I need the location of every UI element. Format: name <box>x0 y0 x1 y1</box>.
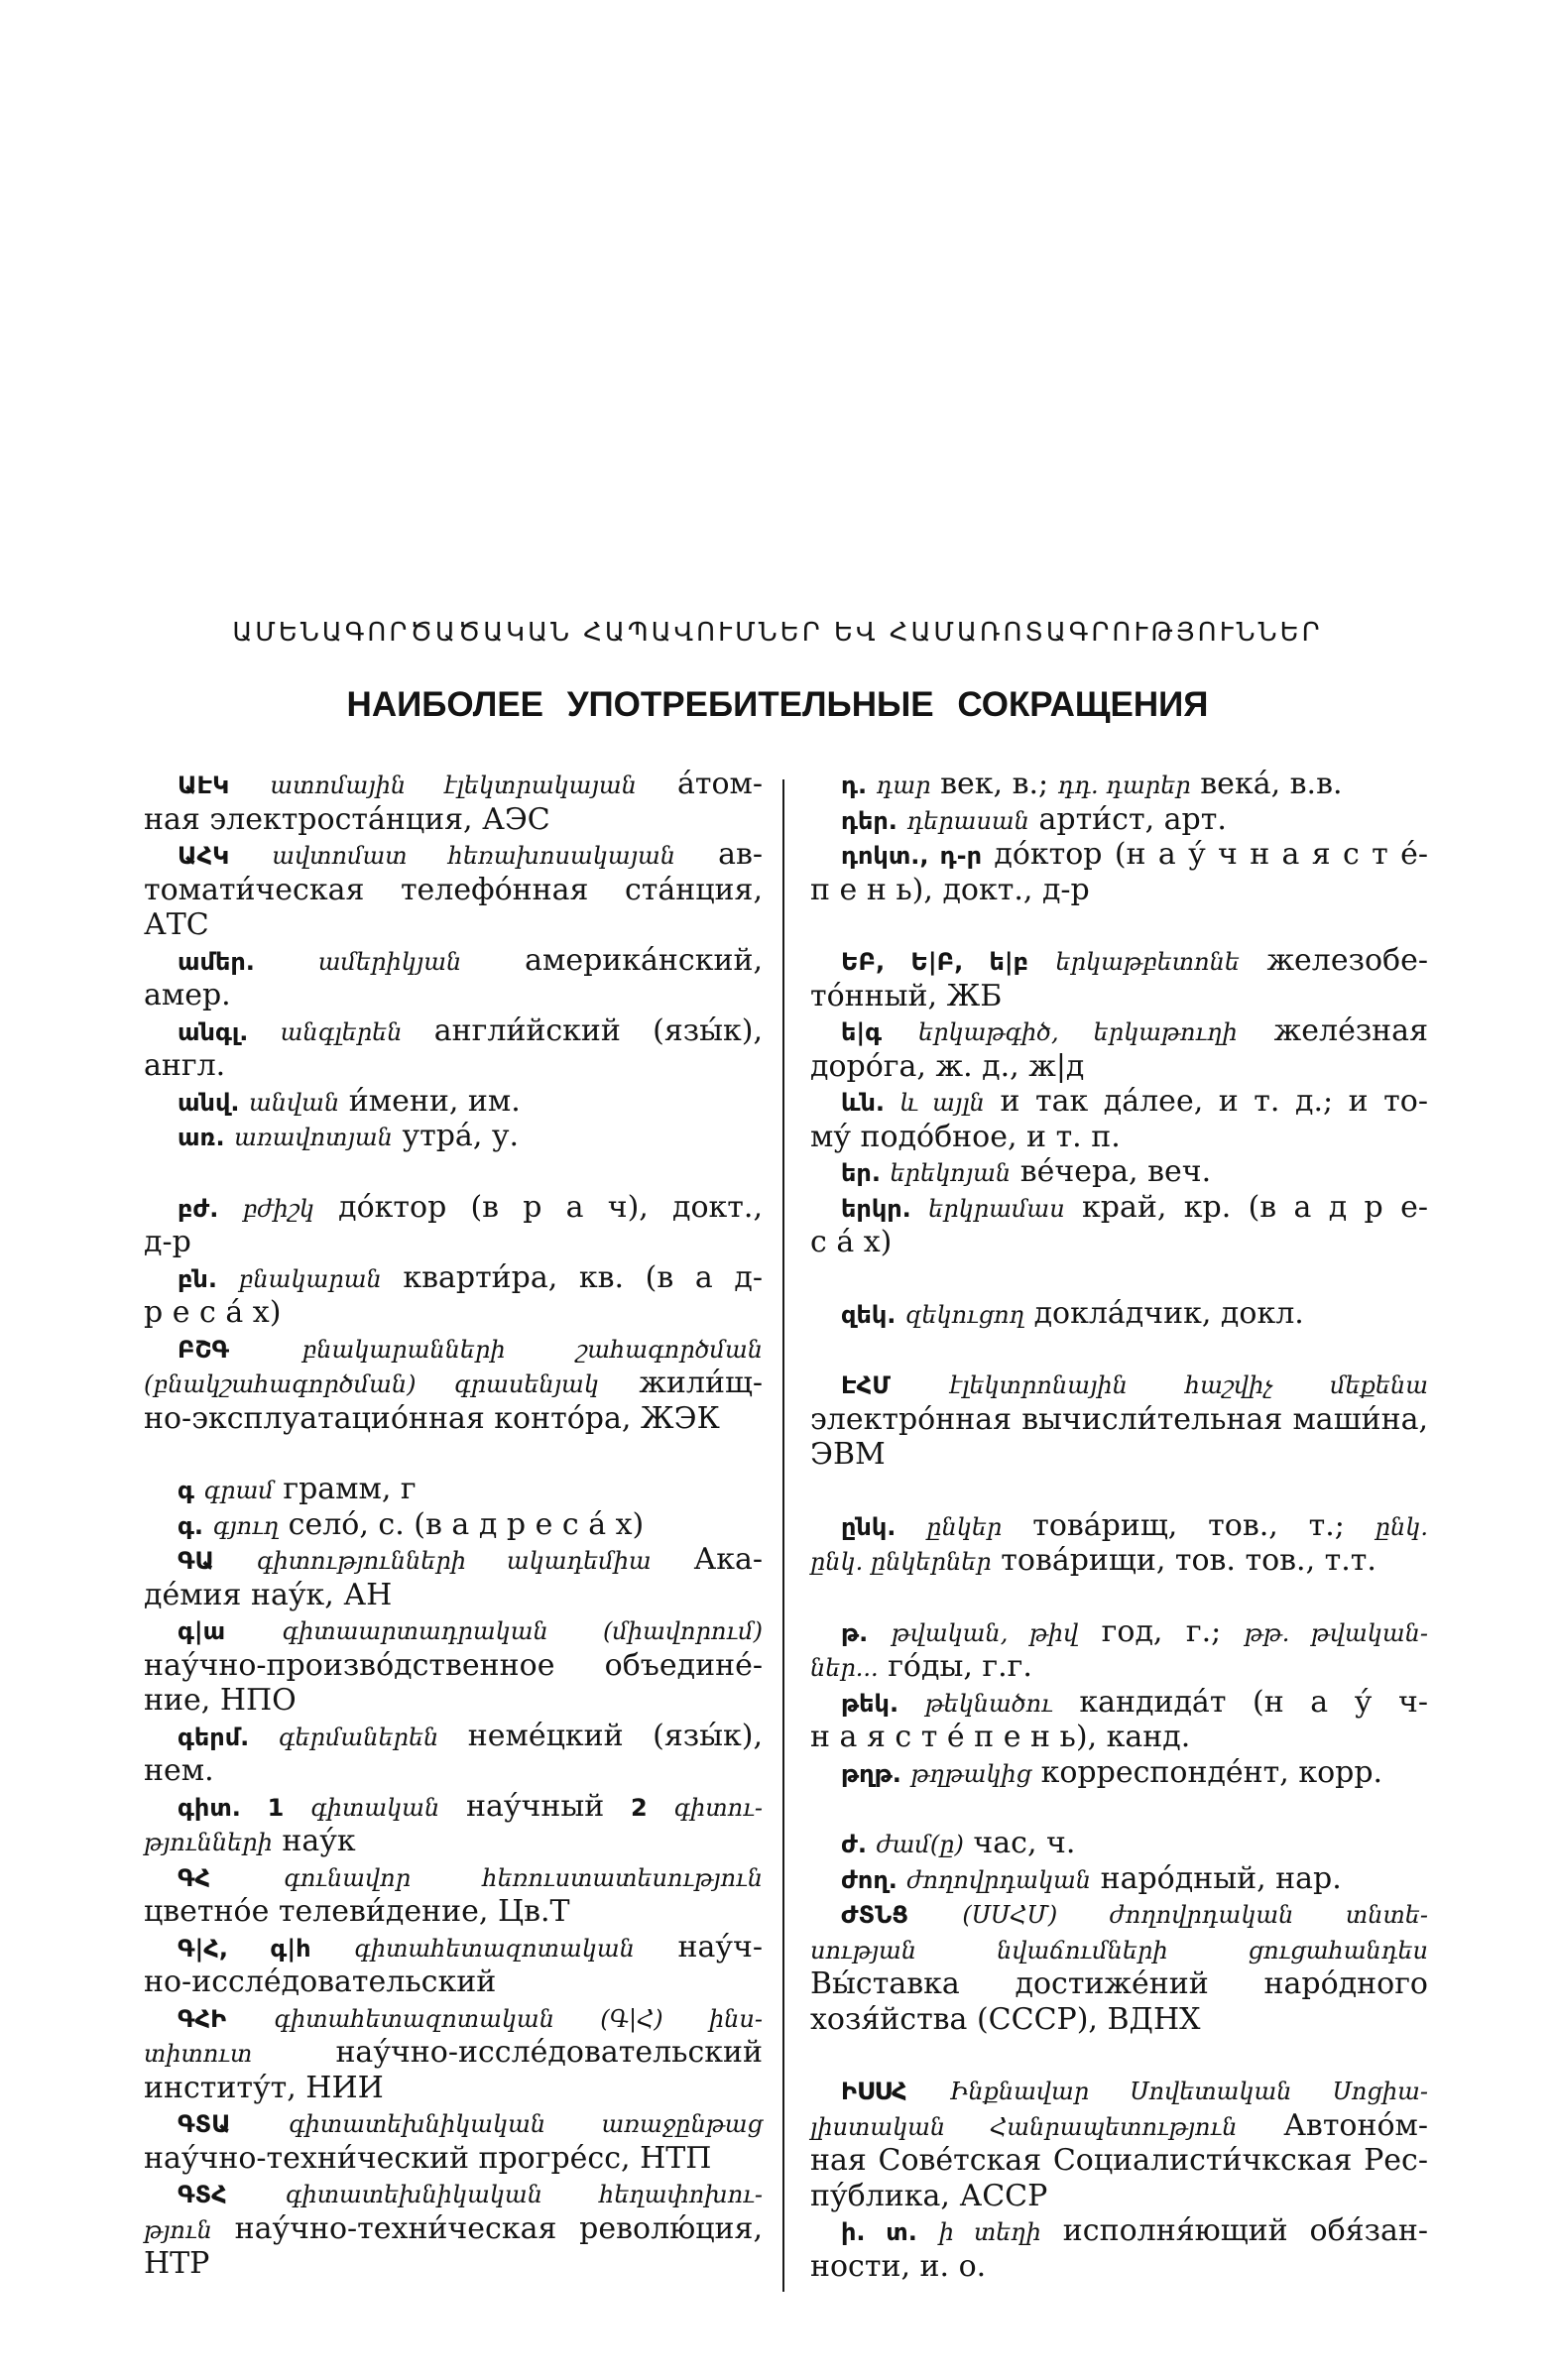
abbreviation: ԱՀԿ <box>178 842 230 870</box>
dictionary-entry <box>144 1084 763 1120</box>
russian-translation: докла́дчик, докл. <box>1033 1295 1304 1331</box>
dictionary-entry <box>144 1331 763 1437</box>
abbreviation: ԻՍՍՀ <box>841 2078 907 2105</box>
entry-line <box>810 1896 1428 1932</box>
abbreviation: ԵԲ, Ե|Բ, ե|բ <box>841 948 1029 976</box>
russian-translation: но-эксплуатацио́нная конто́ра, ЖЭК <box>144 1400 720 1436</box>
dictionary-entry <box>144 1789 763 1859</box>
entry-line <box>144 1612 763 1648</box>
abbreviation: ժ. <box>841 1831 868 1858</box>
dictionary-entry <box>810 1367 1428 1473</box>
armenian-expansion: դար <box>876 772 931 799</box>
entry-line <box>810 1508 1428 1544</box>
abbreviation: ժող. <box>841 1865 897 1894</box>
dictionary-entry <box>810 1190 1428 1260</box>
abbreviation: զեկ. <box>841 1300 897 1329</box>
russian-translation: д-р <box>144 1225 191 1259</box>
russian-translation: нау́ч- <box>677 1929 763 1964</box>
entry-line <box>810 1437 1428 1473</box>
armenian-expansion: (բնակշահագործման) գրասենյակ <box>144 1370 599 1398</box>
russian-translation: желе́зная <box>1273 1013 1428 1048</box>
entry-line <box>810 837 1428 873</box>
entry-line <box>144 1013 763 1049</box>
entry-line <box>144 1753 763 1789</box>
dictionary-entry <box>144 1930 763 2000</box>
letter-group <box>810 1296 1428 1332</box>
dictionary-entry <box>810 1826 1428 1861</box>
entry-line <box>144 2211 763 2247</box>
abbreviation: ԳՀ <box>178 1863 211 1892</box>
russian-translation: АТС <box>144 907 209 942</box>
armenian-expansion: գիտահետազոտական <box>354 1934 635 1963</box>
letter-group <box>810 1508 1428 1579</box>
entry-line <box>144 907 763 943</box>
abbreviation: ԱԷԿ <box>178 772 230 799</box>
dictionary-entry <box>810 1508 1428 1579</box>
russian-translation: до́ктор (в р а ч), докт., <box>338 1189 763 1225</box>
entry-line <box>144 1648 763 1684</box>
entry-line <box>144 1331 763 1367</box>
armenian-expansion: ներ... <box>810 1654 879 1682</box>
entry-line <box>810 1685 1428 1721</box>
armenian-expansion: երկաթբետոնե <box>1055 948 1240 976</box>
armenian-expansion: գերմաներեն <box>278 1723 439 1751</box>
entry-line <box>810 2249 1428 2285</box>
entry-line <box>810 2179 1428 2214</box>
russian-translation: това́рищ, тов., т.; <box>1032 1507 1345 1543</box>
entry-line <box>810 979 1428 1014</box>
armenian-expansion: ընկ. <box>1375 1512 1428 1541</box>
entry-line <box>810 2002 1428 2038</box>
dictionary-entry <box>144 1612 763 1719</box>
entry-line <box>810 1755 1428 1791</box>
entry-line <box>144 2176 763 2211</box>
armenian-expansion: թթ. թվական- <box>1244 1618 1428 1647</box>
entry-line <box>810 2073 1428 2108</box>
russian-translation: неме́цкий (язы́к), <box>467 1718 763 1753</box>
entry-line <box>144 943 763 979</box>
abbreviation: անգլ. <box>178 1017 249 1046</box>
russian-translation: наро́дный, нар. <box>1100 1860 1342 1896</box>
entry-line <box>810 1049 1428 1085</box>
entry-line <box>810 1084 1428 1120</box>
russian-translation: с а́ х) <box>810 1225 893 1259</box>
russian-translation: село́, с. (в а д р е с а́ х) <box>288 1506 645 1542</box>
armenian-expansion: ժամ(ը) <box>876 1831 964 1858</box>
russian-translation: англ. <box>144 1048 226 1083</box>
letter-group <box>144 1472 763 2282</box>
abbreviation: դ. <box>841 772 868 799</box>
russian-translation: Автоно́м- <box>1283 2107 1428 2143</box>
entry-line <box>810 2143 1428 2179</box>
entry-line <box>810 1861 1428 1897</box>
entry-line <box>144 1119 763 1154</box>
abbreviation: գերմ. <box>178 1723 250 1751</box>
russian-translation: то́нный, ЖБ <box>810 978 1003 1013</box>
entry-line <box>144 1578 763 1613</box>
page-title-armenian: ԱՄԵՆԱԳՈՐԾԱԾԱԿԱՆ ՀԱՊԱՎՈՒՄՆԵՐ ԵՎ ՀԱՄԱՌՈՏԱԳՐՈՒԹՅՈՒՆՆԵՐ <box>232 618 1323 648</box>
entry-line <box>144 1190 763 1226</box>
russian-translation: исполня́ющий обя́зан- <box>1062 2213 1428 2248</box>
russian-translation: това́рищи, тов. тов., т.т. <box>1001 1543 1376 1578</box>
entry-line <box>144 1789 763 1825</box>
entry-line <box>810 2108 1428 2144</box>
armenian-expansion: գիտու- <box>673 1793 763 1822</box>
armenian-expansion: գիտատեխնիկական առաջընթաց <box>288 2110 763 2138</box>
entry-line <box>144 1048 763 1084</box>
entry-line <box>144 2000 763 2036</box>
letter-group <box>810 1826 1428 2037</box>
armenian-expansion: երկրամաս <box>928 1194 1065 1223</box>
entry-line <box>144 1824 763 1859</box>
entry-line <box>144 1964 763 2000</box>
entry-line <box>144 837 763 873</box>
russian-translation: н а я с т е́ п е н ь), канд. <box>810 1720 1191 1754</box>
russian-translation: жили́щ- <box>639 1366 763 1400</box>
russian-translation: утра́, у. <box>402 1119 520 1153</box>
dictionary-entry <box>144 1190 763 1260</box>
entry-line <box>810 1120 1428 1155</box>
russian-translation: нау́чный <box>465 1788 605 1824</box>
entry-line <box>144 1225 763 1260</box>
dictionary-entry <box>810 1861 1428 1897</box>
abbreviation: ե|գ <box>841 1018 883 1046</box>
russian-translation: цветно́е телеви́дение, Цв.Т <box>144 1894 570 1929</box>
abbreviation: թ. <box>841 1618 869 1647</box>
abbreviation: եր. <box>841 1159 881 1187</box>
dictionary-entry <box>810 1685 1428 1755</box>
armenian-expansion: տիտուտ <box>144 2040 253 2068</box>
russian-translation: грамм, г <box>283 1472 417 1506</box>
armenian-expansion: գյուղ <box>212 1511 280 1540</box>
dictionary-entry <box>144 1507 763 1543</box>
dictionary-entry <box>144 1119 763 1154</box>
dictionary-entry <box>144 767 763 837</box>
dictionary-entry <box>144 1013 763 1084</box>
russian-translation: пу́блика, АССР <box>810 2178 1048 2213</box>
dictionary-entry <box>810 1296 1428 1332</box>
entry-line <box>144 2105 763 2141</box>
entry-line <box>144 2071 763 2106</box>
dictionary-entry <box>144 1719 763 1789</box>
abbreviation: ևն. <box>841 1089 886 1117</box>
russian-translation: р е с а́ х) <box>144 1295 282 1330</box>
abbreviation: դոկտ., դ-ր <box>841 842 982 870</box>
abbreviation: ամեր. <box>178 947 255 976</box>
letter-group <box>810 1367 1428 1473</box>
russian-translation: ние, НПО <box>144 1683 297 1718</box>
russian-translation: века́, в.в. <box>1200 767 1343 801</box>
entry-line <box>810 1543 1428 1579</box>
column-divider <box>782 779 784 2292</box>
abbreviation: գ. <box>178 1511 204 1540</box>
dictionary-entry <box>144 2000 763 2106</box>
armenian-expansion: առավոտյան <box>234 1124 393 1151</box>
armenian-expansion: թեկնածու <box>924 1689 1053 1718</box>
dictionary-entry <box>144 1542 763 1612</box>
entry-line <box>144 1366 763 1401</box>
russian-translation: электро́нная вычисли́тельная маши́на, <box>810 1401 1428 1437</box>
armenian-expansion: դերասան <box>906 806 1029 835</box>
entry-line <box>810 1826 1428 1861</box>
armenian-expansion: ժողովրդական <box>906 1865 1092 1894</box>
dictionary-entry <box>810 1013 1428 1084</box>
russian-translation: томати́ческая телефо́нная ста́нция, <box>144 872 763 907</box>
dictionary-entry <box>810 2073 1428 2213</box>
entry-line <box>144 1401 763 1437</box>
entry-line <box>810 1614 1428 1650</box>
armenian-expansion: անգլերեն <box>280 1017 403 1046</box>
abbreviation: անվ. <box>178 1088 240 1117</box>
russian-translation: НТР <box>144 2246 210 2281</box>
dictionary-entry <box>144 1260 763 1331</box>
armenian-expansion: թյունների <box>144 1829 273 1856</box>
abbreviation: ԲՇԳ <box>178 1335 229 1364</box>
entry-line <box>810 873 1428 908</box>
armenian-expansion: գիտական <box>310 1793 440 1822</box>
dictionary-entry <box>810 802 1428 838</box>
left-column <box>144 767 763 2282</box>
abbreviation: Գ|Հ, գ|հ <box>178 1934 311 1963</box>
russian-translation: корреспонде́нт, корр. <box>1040 1754 1383 1790</box>
armenian-expansion: թղթակից <box>910 1759 1032 1788</box>
abbreviation: ի. տ. <box>841 2218 917 2246</box>
armenian-expansion: երեկոյան <box>890 1159 1012 1187</box>
entry-line <box>144 802 763 838</box>
russian-translation: век, в.; <box>940 767 1049 801</box>
abbreviation: բժ. <box>178 1194 219 1223</box>
letter-group <box>810 1614 1428 1791</box>
entry-line <box>810 1720 1428 1755</box>
abbreviation: ԳՀԻ <box>178 2004 227 2033</box>
abbreviation: ԳԱ <box>178 1547 214 1575</box>
dictionary-entry <box>144 943 763 1013</box>
russian-translation: нем. <box>144 1753 214 1788</box>
russian-translation: нау́чно-произво́дственное объедине́- <box>144 1647 763 1683</box>
letter-group <box>810 943 1428 1260</box>
armenian-expansion: բժիշկ <box>242 1194 314 1223</box>
russian-translation: нау́чно-техни́ческий прогре́сс, НТП <box>144 2140 712 2176</box>
abbreviation: դեր. <box>841 806 897 835</box>
abbreviation: ԺՏՆՑ <box>841 1901 909 1929</box>
russian-translation: ности, и. о. <box>810 2248 987 2284</box>
abbreviation: բն. <box>178 1264 217 1293</box>
russian-translation: кварти́ра, кв. (в а д- <box>403 1259 763 1295</box>
russian-translation: а́том- <box>676 767 763 801</box>
dictionary-entry <box>810 1755 1428 1791</box>
dictionary-entry <box>144 2176 763 2282</box>
entry-line <box>810 1932 1428 1967</box>
russian-translation: де́мия нау́к, АН <box>144 1577 393 1612</box>
russian-translation: амер. <box>144 978 231 1012</box>
russian-translation: край, кр. (в а д р е- <box>1082 1189 1429 1225</box>
dictionary-entry <box>810 1154 1428 1190</box>
entry-line <box>810 2213 1428 2249</box>
entry-line <box>144 978 763 1013</box>
armenian-expansion: ամերիկյան <box>317 947 462 976</box>
dictionary-entry <box>810 1614 1428 1685</box>
entry-line <box>144 1683 763 1719</box>
armenian-expansion: բնակարան <box>238 1264 382 1293</box>
russian-translation: америка́нский, <box>525 942 763 978</box>
dictionary-entry <box>144 1472 763 1507</box>
abbreviation: ընկ. <box>841 1512 897 1541</box>
letter-group <box>810 2073 1428 2284</box>
dictionary-entry <box>810 1084 1428 1154</box>
entry-line <box>810 1225 1428 1260</box>
abbreviation: գ <box>178 1477 194 1504</box>
russian-translation: англи́йский (язы́к), <box>433 1012 763 1048</box>
russian-translation: год, г.; <box>1101 1613 1222 1649</box>
armenian-expansion: ատոմային էլեկտրակայան <box>270 772 637 799</box>
entry-line <box>810 767 1428 802</box>
entry-line <box>144 1894 763 1930</box>
entry-line <box>810 1402 1428 1438</box>
armenian-expansion: գիտատեխնիկական հեղափոխու- <box>285 2181 763 2208</box>
armenian-expansion: գիտահետազոտական (Գ|Հ) ինս- <box>274 2004 763 2033</box>
entry-line <box>144 1295 763 1331</box>
abbreviation: գիտ. <box>178 1793 241 1822</box>
entry-line <box>144 1542 763 1578</box>
entry-line <box>144 2246 763 2282</box>
entry-line <box>810 1649 1428 1685</box>
abbreviation: թղթ. <box>841 1759 901 1788</box>
dictionary-entry <box>810 1896 1428 2037</box>
armenian-expansion: թվական, թիվ <box>891 1618 1079 1647</box>
russian-translation: нау́чно-техни́ческая револю́ция, <box>234 2210 763 2246</box>
russian-translation: ная Сове́тская Социалисти́чкская Рес- <box>810 2143 1428 2178</box>
entry-line <box>144 2141 763 2177</box>
abbreviation: առ. <box>178 1124 225 1151</box>
entry-line <box>144 1930 763 1965</box>
russian-translation: нау́чно-иссле́довательский <box>335 2035 763 2070</box>
armenian-expansion: ավտոմատ հեռախոսակայան <box>272 842 676 870</box>
dictionary-entry <box>144 2105 763 2176</box>
letter-group <box>810 767 1428 907</box>
russian-translation: нау́к <box>282 1824 356 1858</box>
dictionary-entry <box>144 1859 763 1930</box>
russian-translation: хозя́йства (СССР), ВДНХ <box>810 2001 1201 2037</box>
russian-translation: п е н ь), докт., д-р <box>810 872 1090 907</box>
russian-translation: ная электроста́нция, АЭС <box>144 801 550 837</box>
abbreviation: ԳՏԱ <box>178 2110 231 2138</box>
armenian-expansion: սության նվաճումների ցուցահանդես <box>810 1936 1428 1964</box>
abbreviation: երկր. <box>841 1194 911 1223</box>
entry-line <box>810 802 1428 838</box>
dictionary-entry <box>810 767 1428 802</box>
entry-line <box>810 1190 1428 1226</box>
entry-line <box>810 1013 1428 1049</box>
entry-line <box>144 873 763 908</box>
entry-line <box>144 1084 763 1120</box>
entry-line <box>810 1966 1428 2002</box>
armenian-expansion: գիտաարտադրական (միավորում) <box>282 1617 763 1645</box>
armenian-expansion: գունավոր հեռուստատեսություն <box>284 1863 763 1892</box>
abbreviation: ԳՏՀ <box>178 2181 227 2208</box>
abbreviation: ԷՀՄ <box>841 1371 891 1399</box>
russian-translation: но-иссле́довательский <box>144 1964 497 1999</box>
armenian-expansion: ի տեղի <box>938 2218 1041 2246</box>
entry-line <box>810 1154 1428 1190</box>
russian-translation: ве́чера, веч. <box>1019 1154 1212 1189</box>
sense-number: 1 <box>267 1793 285 1822</box>
russian-translation: час, ч. <box>973 1826 1076 1860</box>
russian-translation: го́ды, г.г. <box>888 1649 1032 1684</box>
russian-translation: железобе- <box>1266 943 1428 978</box>
russian-translation: арти́ст, арт. <box>1038 801 1227 837</box>
russian-translation: Вы́ставка достиже́ний наро́дного <box>810 1966 1428 2001</box>
russian-translation: и́мени, им. <box>348 1083 521 1119</box>
entry-line <box>144 1859 763 1895</box>
armenian-expansion: բնակարանների շահագործման <box>301 1335 763 1364</box>
russian-translation: ЭВМ <box>810 1437 886 1472</box>
page-title-russian: НАИБОЛЕЕ УПОТРЕБИТЕЛЬНЫЕ СОКРАЩЕНИЯ <box>346 685 1209 724</box>
russian-translation: Ака- <box>693 1542 763 1577</box>
armenian-expansion: ընկ. ընկերներ <box>810 1548 992 1576</box>
armenian-expansion: թյուն <box>144 2215 212 2244</box>
dictionary-entry <box>810 2213 1428 2284</box>
letter-group <box>144 1190 763 1437</box>
entry-line <box>144 2035 763 2071</box>
armenian-expansion: և այլն <box>899 1089 985 1117</box>
armenian-expansion: գիտությունների ակադեմիա <box>256 1547 652 1575</box>
armenian-expansion: երկաթգիծ, երկաթուղի <box>918 1018 1238 1046</box>
entry-line <box>144 1472 763 1507</box>
entry-line <box>810 1296 1428 1332</box>
abbreviation: գ|ա <box>178 1617 226 1645</box>
dictionary-entry <box>144 837 763 943</box>
russian-translation: институ́т, НИИ <box>144 2070 384 2105</box>
entry-line <box>144 1719 763 1754</box>
armenian-expansion: (ՍՍՀՄ) ժողովրդական տնտե- <box>962 1901 1428 1929</box>
armenian-expansion: լիստական Հանրապետություն <box>810 2112 1238 2141</box>
entry-line <box>144 1260 763 1296</box>
armenian-expansion: անվան <box>249 1088 340 1117</box>
russian-translation: кандида́т (н а у́ ч- <box>1079 1684 1429 1720</box>
armenian-expansion: գրամ <box>203 1477 274 1504</box>
russian-translation: и так да́лее, и т. д.; и то- <box>1000 1084 1428 1119</box>
armenian-expansion: զեկուցող <box>904 1300 1025 1329</box>
entry-line <box>144 767 763 802</box>
russian-translation: ав- <box>718 837 763 872</box>
russian-translation: доро́га, ж. д., ж|д <box>810 1048 1085 1084</box>
abbreviation: թեկ. <box>841 1689 899 1718</box>
entry-line <box>810 1367 1428 1402</box>
russian-translation: до́ктор (н а у́ ч н а я с т е́- <box>994 837 1428 872</box>
armenian-expansion: ընկեր <box>926 1512 1003 1541</box>
letter-group <box>144 767 763 1154</box>
right-column <box>810 767 1428 2284</box>
sense-number: 2 <box>630 1793 648 1822</box>
armenian-expansion: էլեկտրոնային հաշվիչ մեքենա <box>949 1371 1428 1399</box>
russian-translation: му́ подо́бное, и т. п. <box>810 1119 1121 1154</box>
armenian-expansion: դդ. դարեր <box>1057 772 1191 799</box>
armenian-expansion: Ինքնավար Սովետական Սոցիա- <box>949 2078 1428 2105</box>
entry-line <box>810 943 1428 979</box>
entry-line <box>144 1507 763 1543</box>
dictionary-entry <box>810 943 1428 1013</box>
dictionary-entry <box>810 837 1428 907</box>
